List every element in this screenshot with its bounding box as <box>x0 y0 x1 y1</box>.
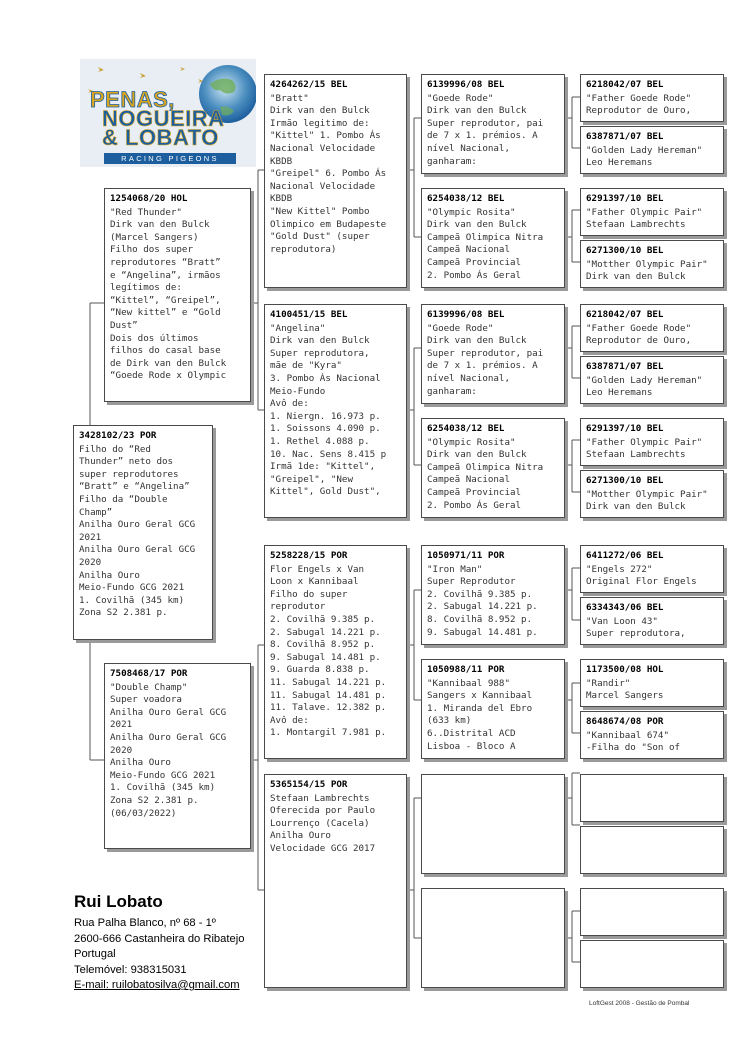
pedigree-text-line: 11. Talave. 12.382 p. <box>270 702 387 714</box>
pedigree-gen4-box-4 <box>580 240 724 288</box>
pedigree-gen4-box-14-empty <box>580 826 724 874</box>
pedigree-gen4-box-1 <box>580 74 724 122</box>
pedigree-text-line: de 7 x 1. prémios. A <box>427 130 538 142</box>
pedigree-gen4-box-5 <box>580 304 724 352</box>
ring-number: 6271300/10 BEL <box>586 245 664 256</box>
ring-number: 6411272/06 BEL <box>586 550 664 561</box>
pedigree-text-line: Dirk van den Bulck <box>586 501 686 513</box>
pedigree-text-line: Dirk van den Bulck <box>270 105 370 117</box>
pedigree-text-line: "Motther Olympic Pair" <box>586 488 708 500</box>
pedigree-text-line: "Kannibaal 674" <box>586 729 669 741</box>
logo-text-lobato: & LOBATO <box>102 125 219 150</box>
owner-contact-block <box>74 892 244 994</box>
pedigree-gen4-box-11 <box>580 659 724 707</box>
owner-phone: Telemóvel: 938315031 <box>74 963 187 976</box>
pedigree-text-line: reprodutora) <box>270 243 337 255</box>
pedigree-text-line: super reprodutores <box>79 468 179 480</box>
pedigree-text-line: -Filha do "Son of <box>586 742 681 754</box>
pedigree-text-line: Campeã Nacional <box>427 474 510 486</box>
pedigree-granddam-paternal-box <box>264 304 407 518</box>
ring-number: 6254038/12 BEL <box>427 193 505 204</box>
pedigree-text-line: Irmão legitimo de: <box>270 117 370 129</box>
pedigree-text-line: filhos do casal base <box>110 345 221 357</box>
pedigree-text-line: 3. Pombo Ás Nacional <box>270 372 381 384</box>
pedigree-text-line: "Greipel", "New <box>270 473 353 485</box>
pedigree-grandsire-paternal-box <box>264 74 407 288</box>
pedigree-gen4-box-12 <box>580 711 724 759</box>
pedigree-gen4-box-6 <box>580 356 724 404</box>
pedigree-text-line: "New Kittel" Pombo <box>270 205 370 217</box>
pedigree-gen3-box-2 <box>421 188 565 288</box>
pedigree-text-line: "Gold Dust" (super <box>270 231 370 243</box>
pedigree-text-line: "Engels 272" <box>586 563 653 575</box>
ring-number: 6291397/10 BEL <box>586 423 664 434</box>
pedigree-gen4-box-3 <box>580 188 724 236</box>
pedigree-text-line: 1. Soissons 4.090 p. <box>270 423 381 435</box>
pedigree-gen3-box-5 <box>421 545 565 645</box>
pedigree-text-line: "Van Loon 43" <box>586 615 658 627</box>
pedigree-text-line: Anilha Ouro <box>110 757 171 769</box>
pedigree-text-line: 2. Pombo Ás Geral <box>427 499 522 511</box>
pedigree-text-line: Campeã Nacional <box>427 244 510 256</box>
pedigree-text-line: Campeã Olimpica Nitra <box>427 231 544 243</box>
pedigree-text-line: 1. Covilhã (345 km) <box>79 594 185 606</box>
pedigree-text-line: “Kittel”, “Greipel”, <box>110 294 221 306</box>
pedigree-text-line: Filho do super <box>270 588 348 600</box>
pedigree-text-line: Avô de: <box>270 714 309 726</box>
ring-number: 1254068/20 HOL <box>110 193 188 204</box>
pedigree-text-line: 1. Montargil 7.981 p. <box>270 727 387 739</box>
pedigree-text-line: reprodutor <box>270 601 326 613</box>
pedigree-text-line: Stefaan Lambrechts <box>586 449 686 461</box>
ring-number: 6139996/08 BEL <box>427 309 505 320</box>
pedigree-text-line: legítimos de: <box>110 282 182 294</box>
ring-number: 7508468/17 POR <box>110 668 188 679</box>
pedigree-text-line: Olimpico em Budapeste <box>270 218 387 230</box>
pedigree-text-line: KBDB <box>270 193 293 205</box>
pedigree-text-line: "Father Goede Rode" <box>586 92 692 104</box>
pedigree-text-line: Super Reprodutor <box>427 576 516 588</box>
pedigree-text-line: Meio-Fundo GCG 2021 <box>110 769 216 781</box>
pedigree-text-line: Dirk van den Bulck <box>427 219 527 231</box>
pedigree-text-line: Super voadora <box>110 694 182 706</box>
pedigree-text-line: "Golden Lady Hereman" <box>586 144 703 156</box>
ring-number: 1050971/11 POR <box>427 550 505 561</box>
pedigree-text-line: Dirk van den Bulck <box>427 449 527 461</box>
pedigree-text-line: Velocidade GCG 2017 <box>270 842 376 854</box>
pedigree-text-line: Loon x Kannibaal <box>270 576 359 588</box>
pedigree-text-line: Reprodutor de Ouro, <box>586 105 692 117</box>
software-footer: LoftGest 2008 - Gestão de Pombal <box>589 1000 690 1007</box>
pedigree-text-line: Anilha Ouro Geral GCG <box>110 706 227 718</box>
pedigree-text-line: “Bratt” e “Angelina” <box>79 481 190 493</box>
pedigree-gen4-box-10 <box>580 597 724 645</box>
pedigree-gen3-box-3 <box>421 304 565 404</box>
pedigree-text-line: mãe de "Kyra" <box>270 360 342 372</box>
pedigree-gen3-box-7-empty <box>421 774 565 874</box>
ring-number: 5365154/15 POR <box>270 779 348 790</box>
pedigree-text-line: Zona S2 2.381 p. <box>79 607 168 619</box>
pedigree-text-line: Super reprodutora, <box>586 628 686 640</box>
pedigree-text-line: "Father Olympic Pair" <box>586 436 703 448</box>
pedigree-text-line: Super reprodutor, pai <box>427 347 544 359</box>
pedigree-text-line: Meio-Fundo <box>270 385 326 397</box>
pedigree-text-line: Flor Engels x Van <box>270 563 365 575</box>
ring-number: 4264262/15 BEL <box>270 79 348 90</box>
pedigree-text-line: "Father Olympic Pair" <box>586 206 703 218</box>
pedigree-text-line: "Angelina" <box>270 322 326 334</box>
ring-number: 6139996/08 BEL <box>427 79 505 90</box>
pedigree-sire-box <box>104 188 251 402</box>
pedigree-text-line: Campeã Provincial <box>427 486 522 498</box>
pedigree-text-line: "Olympic Rosita" <box>427 206 516 218</box>
owner-name: Rui Lobato <box>74 892 163 911</box>
pedigree-text-line: 2020 <box>110 744 133 756</box>
ring-number: 6334343/06 BEL <box>586 602 664 613</box>
pedigree-text-line: 8. Covilhã 8.952 p. <box>270 639 376 651</box>
pedigree-text-line: Anilha Ouro <box>270 830 331 842</box>
pedigree-gen4-box-9 <box>580 545 724 593</box>
pedigree-text-line: "Olympic Rosita" <box>427 436 516 448</box>
pedigree-text-line: Lourrenço (Cacela) <box>270 817 370 829</box>
pedigree-text-line: Filho do “Red <box>79 443 151 455</box>
pedigree-text-line: nível Nacional, <box>427 372 510 384</box>
pedigree-text-line: de 7 x 1. prémios. A <box>427 360 538 372</box>
pedigree-text-line: 2. Covilhã 9.385 p. <box>270 613 376 625</box>
pedigree-text-line: "Iron Man" <box>427 563 483 575</box>
pedigree-text-line: Irmã 1de: "Kittel", <box>270 461 376 473</box>
pedigree-text-line: ganharam: <box>427 155 477 167</box>
owner-address-street: Rua Palha Blanco, nº 68 - 1º <box>74 917 216 929</box>
pedigree-text-line: 2. Sabugal 14.221 p. <box>427 601 538 613</box>
pedigree-text-line: Avô de: <box>270 398 309 410</box>
pedigree-text-line: 9. Sabugal 14.481 p. <box>270 651 381 663</box>
pedigree-text-line: (Marcel Sangers) <box>110 231 199 243</box>
pedigree-text-line: Dirk van den Bulck <box>586 271 686 283</box>
pedigree-text-line: Dirk van den Bulck <box>270 335 370 347</box>
pedigree-text-line: "Bratt" <box>270 92 309 104</box>
pedigree-gen4-box-2 <box>580 126 724 174</box>
pedigree-gen4-box-15-empty <box>580 888 724 936</box>
pedigree-text-line: Champ” <box>79 506 113 518</box>
pedigree-text-line: "Double Champ" <box>110 681 188 693</box>
pedigree-text-line: 2021 <box>79 531 102 543</box>
pedigree-text-line: Lisboa - Bloco A <box>427 740 516 752</box>
pedigree-text-line: Dirk van den Bulck <box>110 219 210 231</box>
pedigree-gen4-box-13-empty <box>580 774 724 822</box>
ring-number: 1173500/08 HOL <box>586 664 664 675</box>
pedigree-text-line: 1. Miranda del Ebro <box>427 702 533 714</box>
pedigree-text-line: 9. Guarda 8.838 p. <box>270 664 370 676</box>
pedigree-text-line: "Goede Rode" <box>427 92 494 104</box>
owner-country: Portugal <box>74 948 116 960</box>
pedigree-text-line: Super reprodutora, <box>270 347 370 359</box>
pedigree-text-line: 10. Nac. Sens 8.415 p <box>270 448 387 460</box>
ring-number: 3428102/23 POR <box>79 430 157 441</box>
pedigree-subject-box <box>73 425 213 640</box>
pedigree-text-line: 2020 <box>79 556 102 568</box>
pedigree-text-line: 2021 <box>110 719 133 731</box>
pedigree-gen3-box-1 <box>421 74 565 174</box>
pedigree-text-line: Nacional Velocidade <box>270 142 376 154</box>
pedigree-text-line: Stefaan Lambrechts <box>270 792 370 804</box>
pedigree-text-line: (06/03/2022) <box>110 807 177 819</box>
pedigree-text-line: Campeã Provincial <box>427 256 522 268</box>
pedigree-text-line: 2. Covilhã 9.385 p. <box>427 588 533 600</box>
owner-email-link[interactable]: E-mail: ruilobatosilva@gmail.com <box>74 979 240 991</box>
pedigree-text-line: “New kittel” e “Gold <box>110 307 221 319</box>
pedigree-gen4-box-16-empty <box>580 940 724 988</box>
pedigree-text-line: Dust” <box>110 319 138 331</box>
pedigree-text-line: Campeã Olimpica Nitra <box>427 461 544 473</box>
pedigree-text-line: Marcel Sangers <box>586 690 664 702</box>
ring-number: 6387871/07 BEL <box>586 131 664 142</box>
pedigree-text-line: reprodutores “Bratt” <box>110 256 221 268</box>
pedigree-text-line: 1. Rethel 4.088 p. <box>270 435 370 447</box>
pedigree-text-line: "Randir" <box>586 677 631 689</box>
owner-address-city: 2600-666 Castanheira do Ribatejo <box>74 932 245 945</box>
pedigree-text-line: 11. Sabugal 14.481 p. <box>270 689 387 701</box>
pedigree-text-line: "Red Thunder" <box>110 206 182 218</box>
pedigree-granddam-maternal-box <box>264 774 407 988</box>
ring-number: 5258228/15 POR <box>270 550 348 561</box>
pedigree-text-line: Kittel", Gold Dust", <box>270 486 381 498</box>
ring-number: 6218042/07 BEL <box>586 309 664 320</box>
ring-number: 4100451/15 BEL <box>270 309 348 320</box>
pedigree-text-line: "Kannibaal 988" <box>427 677 510 689</box>
ring-number: 6291397/10 BEL <box>586 193 664 204</box>
ring-number: 6218042/07 BEL <box>586 79 664 90</box>
pedigree-text-line: (633 km) <box>427 715 472 727</box>
pedigree-text-line: 2. Sabugal 14.221 p. <box>270 626 381 638</box>
pedigree-text-line: Stefaan Lambrechts <box>586 219 686 231</box>
pedigree-text-line: Sangers x Kannibaal <box>427 690 533 702</box>
logo-tagline: RACING PIGEONS <box>104 153 236 164</box>
ring-number: 6387871/07 BEL <box>586 361 664 372</box>
pedigree-text-line: Anilha Ouro <box>79 569 140 581</box>
ring-number: 6254038/12 BEL <box>427 423 505 434</box>
pedigree-text-line: "Father Goede Rode" <box>586 322 692 334</box>
pedigree-text-line: Anilha Ouro Geral GCG <box>79 519 196 531</box>
pedigree-gen3-box-4 <box>421 418 565 518</box>
pedigree-text-line: Dirk van den Bulck <box>427 105 527 117</box>
pedigree-text-line: e “Angelina”, irmãos <box>110 269 221 281</box>
pedigree-gen4-box-7 <box>580 418 724 466</box>
brand-logo <box>80 59 256 167</box>
pedigree-text-line: Oferecida por Paulo <box>270 805 376 817</box>
logo-text-nogueira: NOGUEIRA <box>102 106 225 131</box>
pedigree-text-line: nível Nacional, <box>427 142 510 154</box>
pedigree-text-line: 1. Covilhã (345 km) <box>110 782 216 794</box>
pedigree-text-line: Meio-Fundo GCG 2021 <box>79 582 185 594</box>
pedigree-text-line: Super reprodutor, pai <box>427 117 544 129</box>
pedigree-text-line: 6..Distrital ACD <box>427 727 516 739</box>
pedigree-dam-box <box>104 663 251 849</box>
pedigree-text-line: 11. Sabugal 14.221 p. <box>270 676 387 688</box>
pedigree-text-line: "Greipel" 6. Pombo Ás <box>270 168 387 180</box>
pedigree-text-line: Nacional Velocidade <box>270 180 376 192</box>
pedigree-text-line: Original Flor Engels <box>586 576 697 588</box>
pedigree-text-line: 9. Sabugal 14.481 p. <box>427 626 538 638</box>
pedigree-text-line: Filho da “Double <box>79 493 168 505</box>
pedigree-gen3-box-6 <box>421 659 565 759</box>
pedigree-text-line: Anilha Ouro Geral GCG <box>79 544 196 556</box>
pedigree-text-line: "Golden Lady Hereman" <box>586 374 703 386</box>
pedigree-text-line: “Goede Rode x Olympic <box>110 370 227 382</box>
pedigree-text-line: "Motther Olympic Pair" <box>586 258 708 270</box>
pedigree-text-line: Leo Heremans <box>586 157 653 169</box>
pedigree-text-line: "Kittel" 1. Pombo Ás <box>270 130 381 142</box>
pedigree-text-line: 8. Covilhã 8.952 p. <box>427 613 533 625</box>
pedigree-text-line: Filho dos super <box>110 244 193 256</box>
pedigree-text-line: Anilha Ouro Geral GCG <box>110 731 227 743</box>
pedigree-grandsire-maternal-box <box>264 545 407 759</box>
pedigree-text-line: Thunder” neto dos <box>79 456 174 468</box>
pedigree-text-line: ganharam: <box>427 385 477 397</box>
pedigree-text-line: Dirk van den Bulck <box>427 335 527 347</box>
pedigree-gen4-box-8 <box>580 470 724 518</box>
logo-text-penas: PENAS, <box>90 87 175 112</box>
pedigree-text-line: KBDB <box>270 155 293 167</box>
ring-number: 1050988/11 POR <box>427 664 505 675</box>
pedigree-text-line: de Dirk van den Bulck <box>110 357 227 369</box>
pedigree-text-line: 2. Pombo Ás Geral <box>427 269 522 281</box>
pedigree-text-line: Reprodutor de Ouro, <box>586 335 692 347</box>
pedigree-text-line: Dois dos últimos <box>110 332 199 344</box>
pedigree-gen3-box-8-empty <box>421 888 565 988</box>
pedigree-text-line: Zona S2 2.381 p. <box>110 794 199 806</box>
pedigree-text-line: Leo Heremans <box>586 387 653 399</box>
ring-number: 6271300/10 BEL <box>586 475 664 486</box>
pedigree-text-line: "Goede Rode" <box>427 322 494 334</box>
pedigree-text-line: 1. Niergn. 16.973 p. <box>270 410 381 422</box>
ring-number: 8648674/08 POR <box>586 716 664 727</box>
